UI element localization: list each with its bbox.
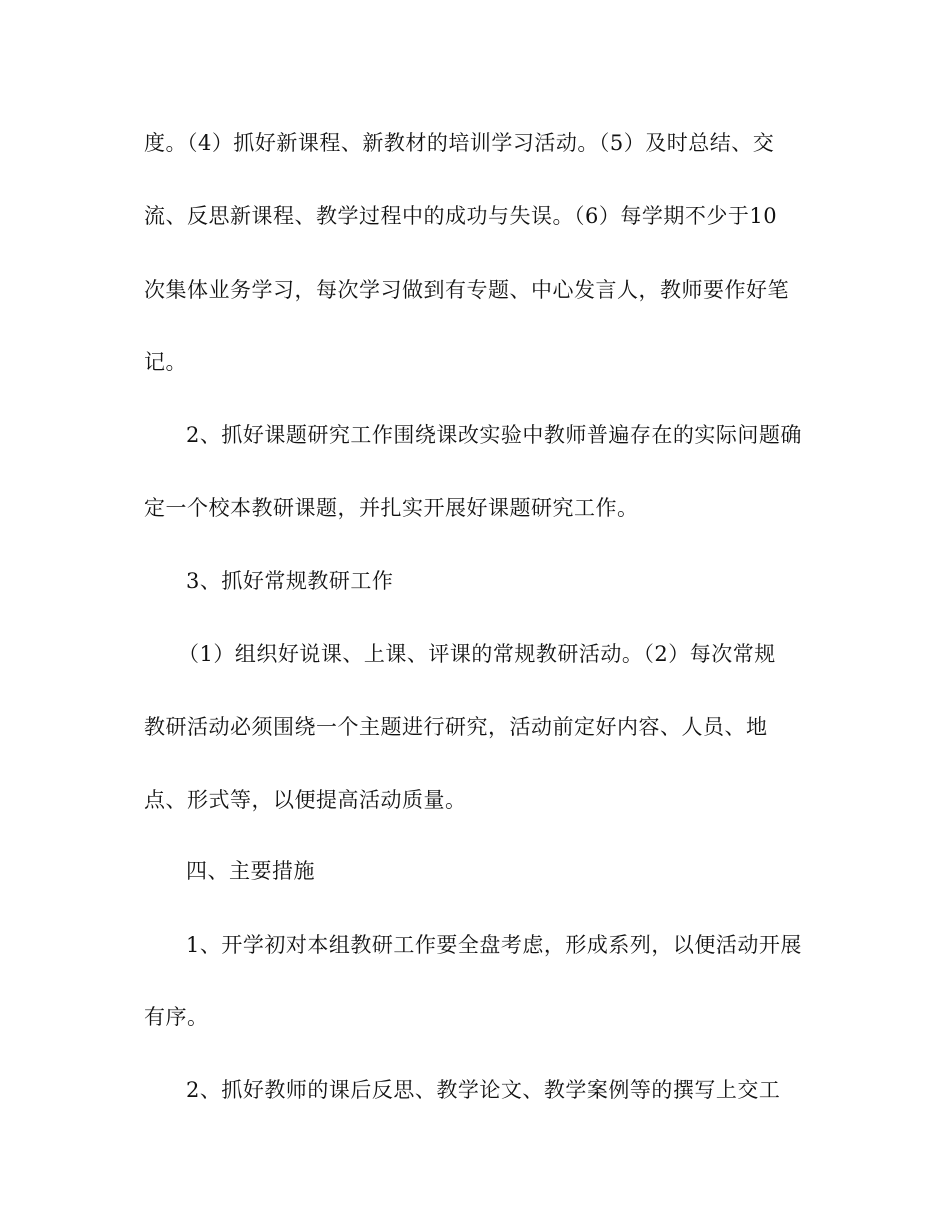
section-heading: 3、抓好常规教研工作 [186,569,394,593]
paragraph-start-line: 2、抓好教师的课后反思、教学论文、教学案例等的撰写上交工 [186,1078,781,1102]
text-line: 定一个校本教研课题，并扎实开展好课题研究工作。 [144,496,639,520]
text-line: 点、形式等，以便提高活动质量。 [144,788,467,812]
text-line: 教研活动必须围绕一个主题进行研究，活动前定好内容、人员、地 [144,715,768,739]
text-line: 记。 [144,350,187,374]
text-line: 有序。 [144,1005,209,1029]
paragraph-start-line: （1）组织好说课、上课、评课的常规教研活动。（2）每次常规 [178,642,776,666]
text-line: 度。（4）抓好新课程、新教材的培训学习活动。（5）及时总结、交 [144,131,775,155]
paragraph-start-line: 2、抓好课题研究工作围绕课改实验中教师普遍存在的实际问题确 [186,423,802,447]
paragraph-start-line: 1、开学初对本组教研工作要全盘考虑，形成系列，以便活动开展 [186,933,802,957]
text-line: 次集体业务学习，每次学习做到有专题、中心发言人，教师要作好笔 [144,278,789,302]
section-heading: 四、主要措施 [186,859,315,883]
text-line: 流、反思新课程、教学过程中的成功与失误。（6）每学期不少于10 [144,204,778,228]
